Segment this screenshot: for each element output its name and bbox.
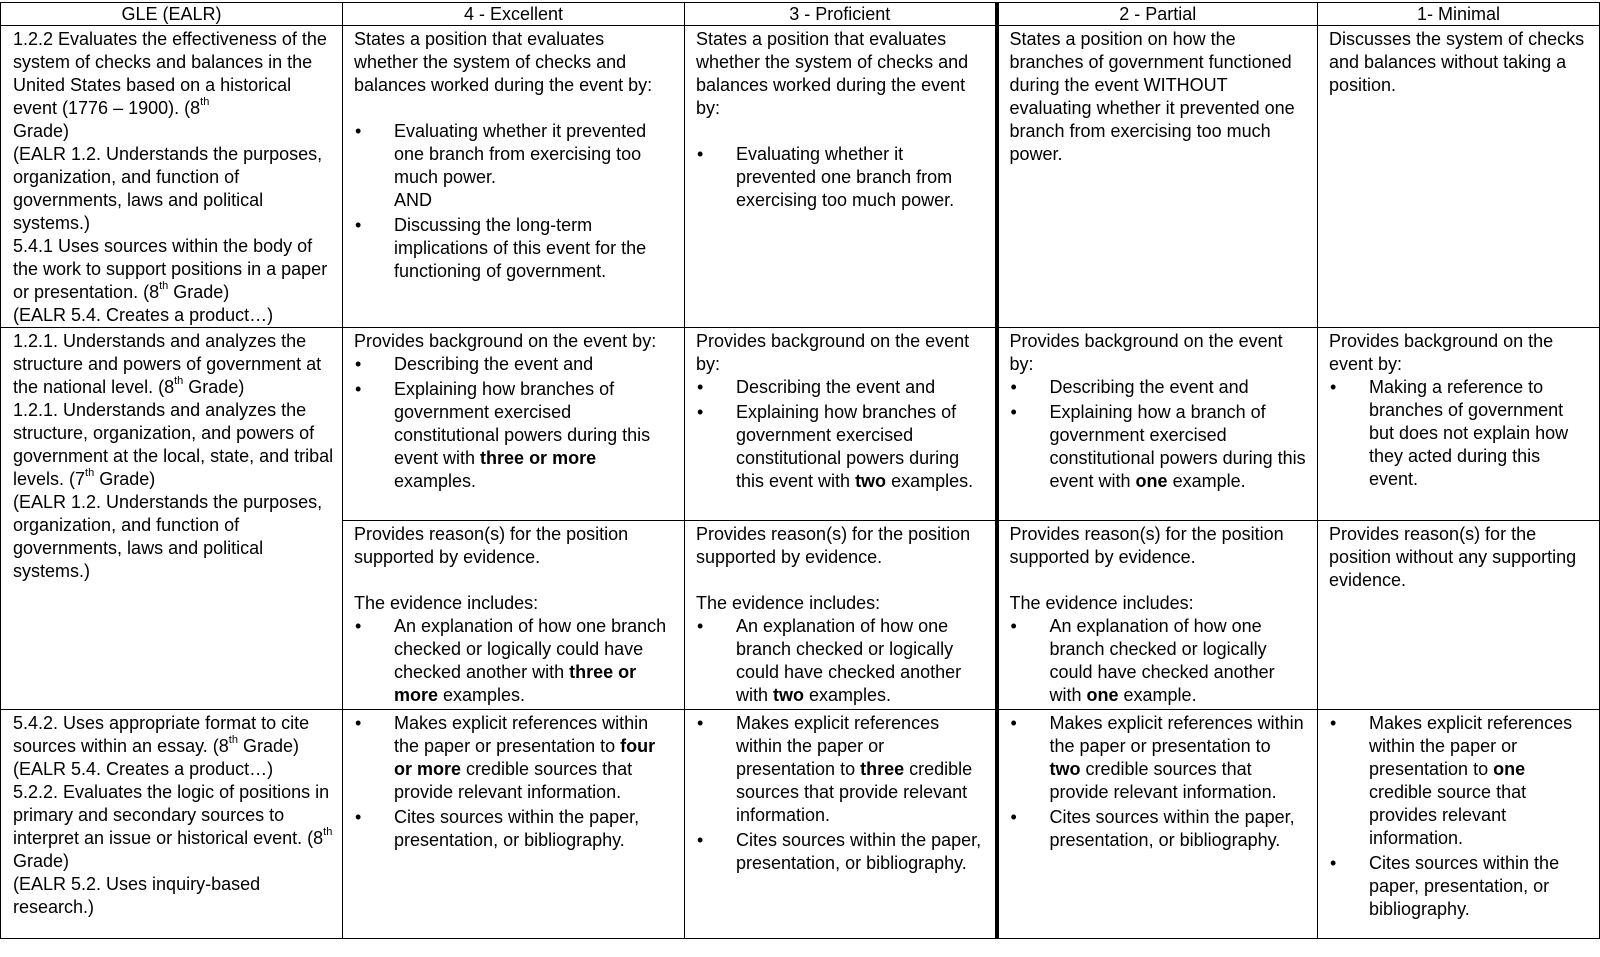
criteria-intro: Provides reason(s) for the position supported by evidence.	[696, 524, 971, 567]
superscript: th	[228, 734, 238, 746]
bullet-text: An explanation of how one branch checked or logically could have checked another with three or more examples.	[394, 616, 667, 705]
bullet-icon: •	[355, 807, 362, 827]
bullet-text: Makes explicit references within the paper or presentation to one credible source that provides relevant information.	[1369, 713, 1573, 848]
gle-statement-end: Grade)	[13, 851, 70, 871]
bullet-icon: •	[1330, 377, 1337, 397]
criteria-intro: Provides background on the event by:	[696, 331, 970, 374]
rubric-row-sources	[1, 710, 1600, 939]
bullet-icon: •	[1330, 713, 1337, 733]
minimal-cell	[1318, 328, 1600, 521]
bullet-text: Evaluating whether it prevented one branch from exercising too much power. AND	[394, 121, 647, 210]
minimal-cell	[1318, 710, 1600, 939]
bullet-item	[696, 615, 984, 707]
bullet-text: Describing the event and	[394, 354, 594, 374]
proficient-cell	[685, 521, 997, 710]
gle-statement: 1.2.1. Understands and analyzes the structure and powers of government at the national level. (8	[13, 331, 322, 397]
header-partial: 2 - Partial	[997, 3, 1318, 26]
criteria-intro: Provides background on the event by:	[354, 331, 657, 351]
superscript: th	[200, 96, 210, 108]
bullet-item	[1010, 806, 1307, 852]
bullet-item	[1329, 852, 1588, 921]
evidence-label: The evidence includes:	[354, 593, 539, 613]
bullet-text: Explaining how branches of government exercised constitutional powers during this event with three or more examples.	[394, 379, 651, 491]
bullet-item	[1010, 615, 1307, 707]
bullet-text: Cites sources within the paper, presentation, or bibliography.	[394, 807, 640, 850]
bullet-item	[696, 401, 984, 493]
bullet-icon: •	[697, 616, 704, 636]
bullet-item	[1010, 712, 1307, 804]
bullet-icon: •	[697, 377, 704, 397]
bullet-text: Making a reference to branches of government but does not explain how they acted during this event.	[1369, 377, 1569, 489]
superscript: th	[159, 280, 169, 292]
bullet-text: Describing the event and	[1049, 377, 1249, 397]
criteria-intro: Discusses the system of checks and balances without taking a position.	[1329, 29, 1585, 95]
bullet-item	[354, 615, 673, 707]
partial-cell	[997, 26, 1318, 328]
minimal-cell	[1318, 26, 1600, 328]
bullet-icon: •	[355, 379, 362, 399]
gle-statement: 5.4.1 Uses sources within the body of the work to support positions in a paper or presentation. (8	[13, 236, 328, 302]
bullet-item	[696, 143, 984, 212]
gle-text	[13, 330, 338, 399]
bullet-text: Makes explicit references within the paper or presentation to four or more credible sources that provide relevant information.	[394, 713, 656, 802]
header-proficient: 3 - Proficient	[685, 3, 997, 26]
criteria-intro: Provides reason(s) for the position without any supporting evidence.	[1329, 524, 1577, 590]
ealr-text: (EALR 1.2. Understands the purposes, organization, and function of governments, laws and political systems.)	[13, 492, 323, 581]
criteria-intro: States a position that evaluates whether the system of checks and balances worked during the event by:	[354, 29, 653, 95]
gle-cell	[1, 26, 343, 328]
bullet-item	[354, 806, 673, 852]
gle-statement-end: Grade)	[13, 121, 70, 141]
bullet-item	[696, 712, 984, 827]
bullet-text: Cites sources within the paper, presentation, or bibliography.	[736, 830, 982, 873]
superscript: th	[323, 826, 333, 838]
gle-text	[13, 28, 338, 143]
bullet-item	[1010, 401, 1307, 493]
bullet-icon: •	[1010, 377, 1017, 397]
bullet-item	[354, 120, 673, 212]
gle-text	[13, 235, 338, 304]
criteria-intro: Provides reason(s) for the position supported by evidence.	[1009, 524, 1284, 567]
bullet-icon: •	[1010, 713, 1017, 733]
partial-cell	[997, 328, 1318, 521]
gle-statement: 1.2.2 Evaluates the effectiveness of the system of checks and balances in the United States based on a historical event (1776 – 1900). (8	[13, 29, 327, 118]
minimal-cell	[1318, 521, 1600, 710]
bullet-icon: •	[1010, 616, 1017, 636]
excellent-cell	[343, 26, 685, 328]
gle-statement-end: Grade)	[237, 736, 299, 756]
bullet-item	[1010, 376, 1307, 399]
bullet-item	[696, 829, 984, 875]
evidence-label: The evidence includes:	[1009, 593, 1194, 613]
rubric-table	[0, 2, 1600, 939]
evidence-label: The evidence includes:	[696, 593, 881, 613]
bullet-icon: •	[355, 121, 362, 141]
ealr-text: (EALR 1.2. Understands the purposes, organization, and function of governments, laws and political systems.)	[13, 144, 323, 233]
bullet-item	[696, 376, 984, 399]
excellent-cell	[343, 710, 685, 939]
rubric-row-background	[1, 328, 1600, 521]
gle-statement: 5.4.2. Uses appropriate format to cite sources within an essay. (8	[13, 713, 310, 756]
header-excellent: 4 - Excellent	[343, 3, 685, 26]
ealr-text: (EALR 5.4. Creates a product…)	[13, 759, 274, 779]
header-gle: GLE (EALR)	[1, 3, 343, 26]
bullet-icon: •	[697, 402, 704, 422]
bullet-icon: •	[1330, 853, 1337, 873]
partial-cell	[997, 710, 1318, 939]
proficient-cell	[685, 26, 997, 328]
bullet-text: Explaining how a branch of government exercised constitutional powers during this event with one example.	[1049, 402, 1306, 491]
bullet-item	[354, 353, 673, 376]
bullet-text: An explanation of how one branch checked or logically could have checked another with one example.	[1049, 616, 1275, 705]
excellent-cell	[343, 328, 685, 521]
bullet-text: Makes explicit references within the paper or presentation to three credible sources that provide relevant information.	[736, 713, 973, 825]
bullet-icon: •	[1010, 807, 1017, 827]
criteria-intro: States a position on how the branches of government functioned during the event WITHOUT evaluating whether it prevented one branch from exercising too much power.	[1009, 29, 1295, 164]
ealr-text: (EALR 5.4. Creates a product…)	[13, 305, 274, 325]
gle-cell	[1, 710, 343, 939]
ealr-text: (EALR 5.2. Uses inquiry-based research.)	[13, 874, 261, 917]
bullet-icon: •	[697, 830, 704, 850]
bullet-icon: •	[355, 215, 362, 235]
bullet-icon: •	[697, 144, 704, 164]
gle-statement: 1.2.1. Understands and analyzes the structure, organization, and powers of government at the local, state, and tribal levels. (7	[13, 400, 334, 489]
bullet-text: An explanation of how one branch checked or logically could have checked another with two examples.	[736, 616, 962, 705]
gle-statement: 5.2.2. Evaluates the logic of positions in primary and secondary sources to interpret an issue or historical event. (8	[13, 782, 330, 848]
proficient-cell	[685, 710, 997, 939]
proficient-cell	[685, 328, 997, 521]
bullet-text: Explaining how branches of government exercised constitutional powers during this event with two examples.	[736, 402, 974, 491]
criteria-intro: States a position that evaluates whether the system of checks and balances worked during the event by:	[696, 29, 969, 118]
header-row	[1, 3, 1600, 26]
bullet-item	[354, 378, 673, 493]
bullet-text: Cites sources within the paper, presentation, or bibliography.	[1369, 853, 1560, 919]
gle-text	[13, 399, 338, 491]
criteria-intro: Provides background on the event by:	[1329, 331, 1554, 374]
gle-text	[13, 781, 338, 873]
bullet-icon: •	[355, 713, 362, 733]
header-minimal: 1- Minimal	[1318, 3, 1600, 26]
bullet-item	[1329, 376, 1588, 491]
gle-text	[13, 712, 338, 758]
gle-cell	[1, 328, 343, 710]
gle-statement-end: Grade)	[183, 377, 245, 397]
gle-statement-end: Grade)	[94, 469, 156, 489]
bullet-text: Describing the event and	[736, 377, 936, 397]
bullet-text: Evaluating whether it prevented one branch from exercising too much power.	[736, 144, 955, 210]
criteria-intro: Provides background on the event by:	[1009, 331, 1283, 374]
bullet-item	[354, 712, 673, 804]
bullet-icon: •	[355, 616, 362, 636]
bullet-item	[354, 214, 673, 283]
superscript: th	[174, 375, 184, 387]
bullet-text: Discussing the long-term implications of this event for the functioning of government.	[394, 215, 647, 281]
bullet-icon: •	[355, 354, 362, 374]
bullet-icon: •	[1010, 402, 1017, 422]
rubric-row-checks-balances	[1, 26, 1600, 328]
bullet-item	[1329, 712, 1588, 850]
gle-statement-end: Grade)	[168, 282, 230, 302]
partial-cell	[997, 521, 1318, 710]
excellent-cell	[343, 521, 685, 710]
bullet-text: Makes explicit references within the paper or presentation to two credible sources that provide relevant information.	[1049, 713, 1304, 802]
criteria-intro: Provides reason(s) for the position supported by evidence.	[354, 524, 629, 567]
superscript: th	[85, 467, 95, 479]
bullet-icon: •	[697, 713, 704, 733]
bullet-text: Cites sources within the paper, presentation, or bibliography.	[1049, 807, 1295, 850]
